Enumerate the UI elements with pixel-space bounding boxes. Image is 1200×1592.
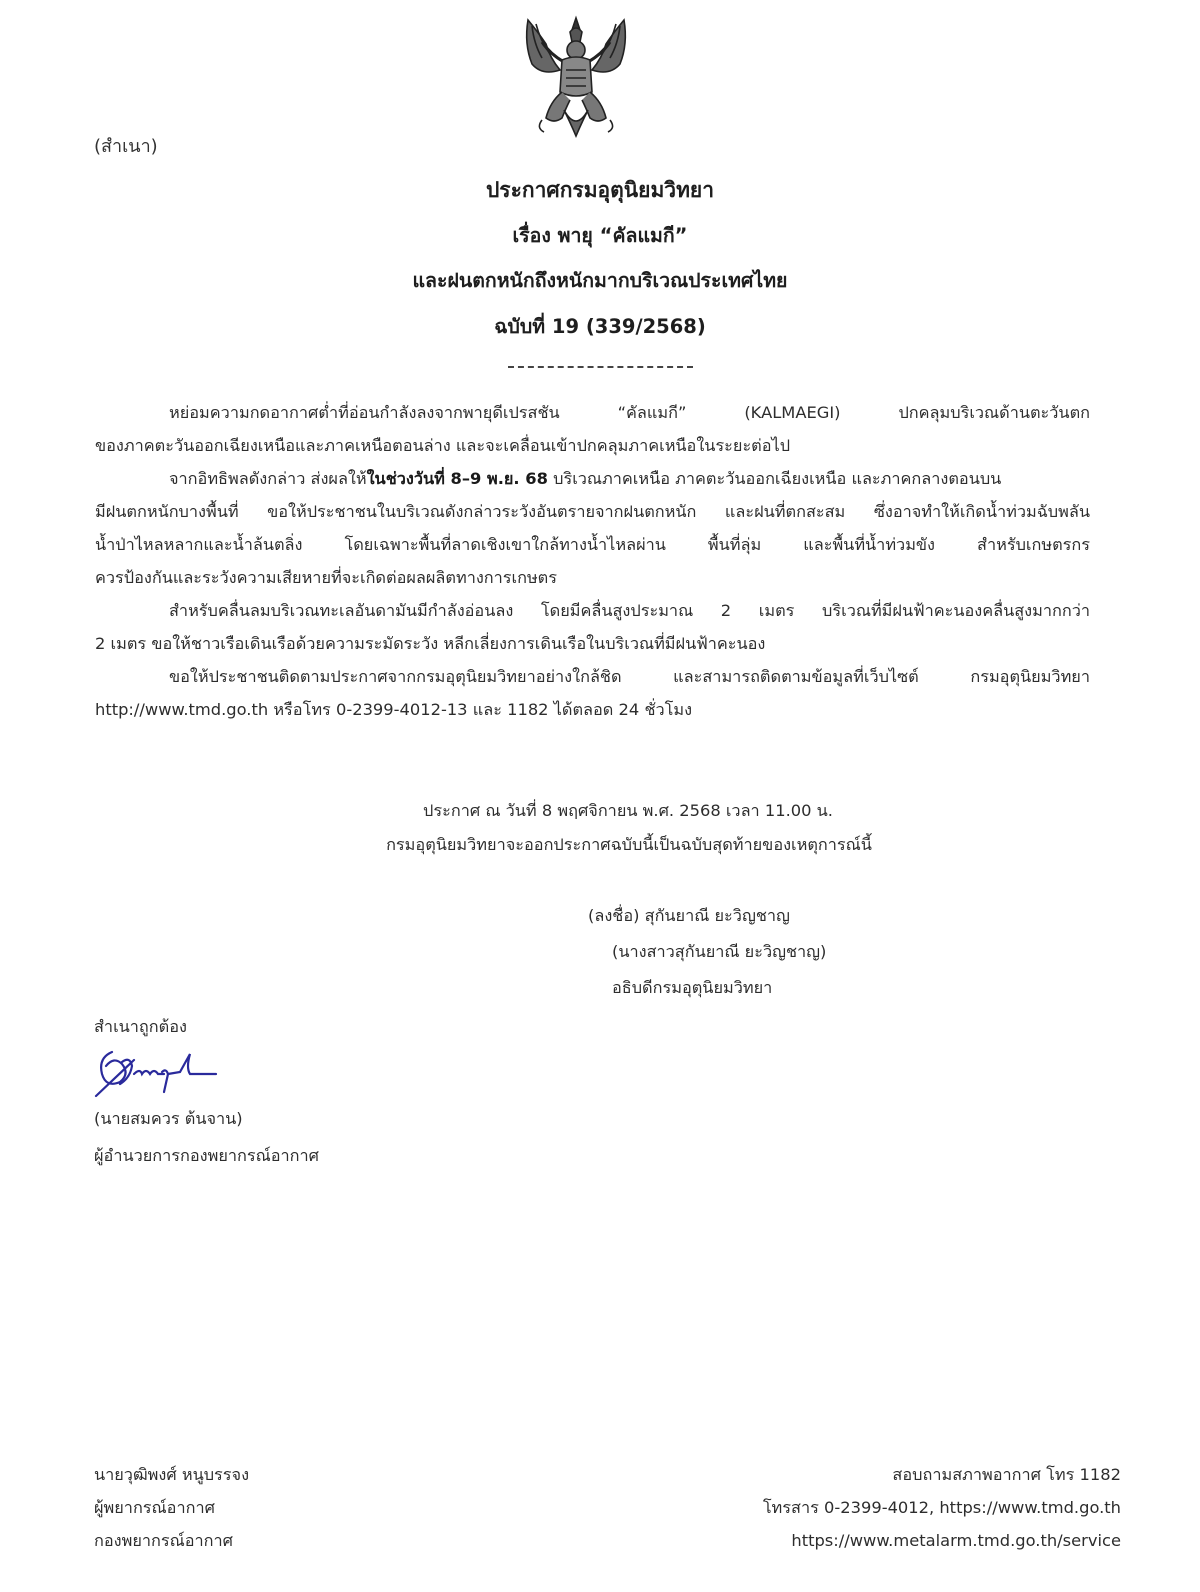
footer-forecaster	[94, 1458, 249, 1557]
paragraph-3-line-1: สำหรับคลื่นลมบริเวณทะเลอันดามันมีกำลังอ่อนลง โดยมีคลื่นสูงประมาณ 2 เมตร บริเวณที่มีฝนฟ้าคะนองคลื่นสูงมากกว่า	[169, 601, 1090, 620]
title-department: ประกาศกรมอุตุนิยมวิทยา	[485, 178, 715, 202]
signer-position: อธิบดีกรมอุตุนิยมวิทยา	[612, 978, 773, 997]
signer-name: (นางสาวสุกันยาณี ยะวิญชาญ)	[612, 942, 827, 961]
announcement-date-block	[0, 794, 1200, 862]
paragraph-2-date-highlight: ในช่วงวันที่ 8–9 พ.ย. 68	[366, 469, 548, 488]
paragraph-1-line-1: หย่อมความกดอากาศต่ำที่อ่อนกำลังลงจากพายุดีเปรสชัน “คัลแมกี” (KALMAEGI) ปกคลุมบริเวณด้านตะวันตก	[169, 403, 1090, 422]
announcement-body	[95, 396, 1090, 726]
paragraph-4-line-1: ขอให้ประชาชนติดตามประกาศจากกรมอุตุนิยมวิทยาอย่างใกล้ชิด และสามารถติดตามข้อมูลที่เว็บไซต์ กรมอุตุนิยมวิทยา	[169, 667, 1090, 686]
final-notice: กรมอุตุนิยมวิทยาจะออกประกาศฉบับนี้เป็นฉบับสุดท้ายของเหตุการณ์นี้	[386, 835, 872, 854]
footer-contact	[763, 1458, 1121, 1557]
certified-copy-block	[94, 1012, 319, 1171]
title-subject: เรื่อง พายุ “คัลแมกี”	[512, 223, 688, 247]
paragraph-4	[95, 660, 1090, 693]
paragraph-1-line-2: ของภาคตะวันออกเฉียงเหนือและภาคเหนือตอนล่าง และจะเคลื่อนเข้าปกคลุมภาคเหนือในระยะต่อไป	[95, 436, 791, 455]
title-separator	[508, 366, 693, 368]
certified-copy-label: สำเนาถูกต้อง	[94, 1017, 187, 1036]
paragraph-3-line-2: 2 เมตร ขอให้ชาวเรือเดินเรือด้วยความระมัดระวัง หลีกเลี่ยงการเดินเรือในบริเวณที่มีฝนฟ้าคะนอง	[95, 634, 766, 653]
paragraph-2-line-3: น้ำป่าไหลหลากและน้ำล้นตลิ่ง โดยเฉพาะพื้นที่ลาดเชิงเขาใกล้ทางน้ำไหลผ่าน พื้นที่ลุ่ม และพื้นที่น้ำท่วมขัง สำหรับเกษตรกร	[95, 535, 1090, 554]
garuda-emblem-icon	[520, 14, 632, 140]
fax-and-website: โทรสาร 0-2399-4012, https://www.tmd.go.th	[762, 1498, 1121, 1517]
paragraph-2-line-4: ควรป้องกันและระวังความเสียหายที่จะเกิดต่อผลผลิตทางการเกษตร	[95, 568, 558, 587]
paragraph-2	[95, 462, 1090, 495]
paragraph-1	[95, 396, 1090, 429]
forecaster-name: นายวุฒิพงศ์ หนูบรรจง	[94, 1465, 250, 1484]
paragraph-4-cont	[95, 693, 1090, 726]
paragraph-2-lead: จากอิทธิพลดังกล่าว ส่งผลให้	[169, 469, 367, 488]
paragraph-2-line-2: มีฝนตกหนักบางพื้นที่ ขอให้ประชาชนในบริเวณดังกล่าวระวังอันตรายจากฝนตกหนัก และฝนที่ตกสะสม ซึ่งอาจทำให้เกิดน้ำท่วมฉับพลัน	[95, 502, 1090, 521]
certifier-position: ผู้อำนวยการกองพยากรณ์อากาศ	[94, 1146, 319, 1165]
paragraph-3-cont	[95, 627, 1090, 660]
title-subject-cont: และฝนตกหนักถึงหนักมากบริเวณประเทศไทย	[412, 269, 788, 292]
handwritten-signature-icon	[94, 1044, 234, 1098]
signer-signed: (ลงชื่อ) สุกันยาณี ยะวิญชาญ	[588, 906, 790, 925]
announcement-title	[0, 172, 1200, 368]
copy-label: (สำเนา)	[94, 136, 158, 157]
paragraph-1-cont	[95, 429, 1090, 462]
certifier-name: (นายสมควร ต้นจาน)	[94, 1109, 243, 1128]
paragraph-2-rest: บริเวณภาคเหนือ ภาคตะวันออกเฉียงเหนือ และภาคกลางตอนบน	[547, 469, 1002, 488]
weather-hotline: สอบถามสภาพอากาศ โทร 1182	[892, 1465, 1121, 1484]
paragraph-3	[95, 594, 1090, 627]
forecaster-division: กองพยากรณ์อากาศ	[94, 1531, 233, 1550]
paragraph-2-cont	[95, 495, 1090, 594]
service-url: https://www.metalarm.tmd.go.th/service	[791, 1531, 1121, 1550]
title-issue-number: ฉบับที่ 19 (339/2568)	[494, 314, 706, 338]
paragraph-4-line-2: http://www.tmd.go.th หรือโทร 0-2399-4012-13 และ 1182 ได้ตลอด 24 ชั่วโมง	[95, 700, 693, 719]
paragraph-2-line-1	[95, 462, 1090, 495]
signer-block	[588, 898, 826, 1006]
announcement-date: ประกาศ ณ วันที่ 8 พฤศจิกายน พ.ศ. 2568 เวลา 11.00 น.	[423, 801, 833, 820]
forecaster-role: ผู้พยากรณ์อากาศ	[94, 1498, 215, 1517]
